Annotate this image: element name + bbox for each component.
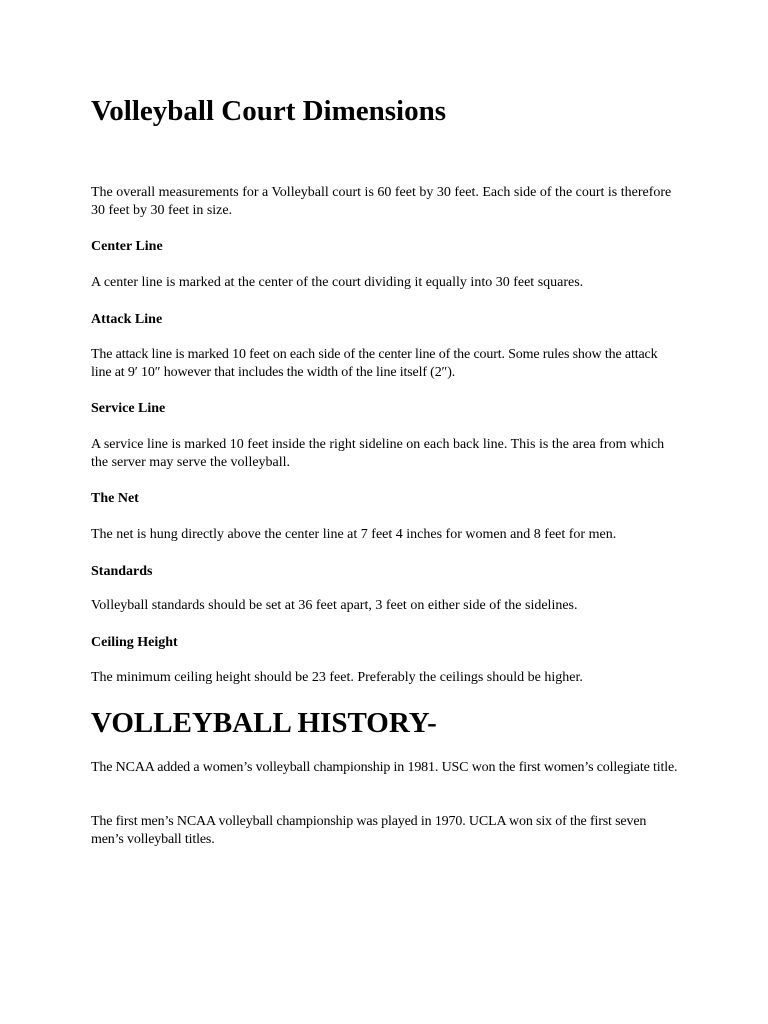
ceiling-height-paragraph: The minimum ceiling height should be 23 feet. Preferably the ceilings should be higher. <box>91 670 583 685</box>
page-title: Volleyball Court Dimensions <box>91 95 447 127</box>
history-title: VOLLEYBALL HISTORY- <box>91 707 437 739</box>
center-line-paragraph: A center line is marked at the center of the court dividing it equally into 30 feet squares. <box>91 275 584 290</box>
intro-paragraph: The overall measurements for a Volleyball court is 60 feet by 30 feet. Each side of the court is therefore 30 feet by 30 feet in size. <box>91 185 672 218</box>
history-paragraph-1: The NCAA added a women’s volleyball championship in 1981. USC won the first women’s collegiate title. <box>91 760 678 775</box>
service-line-paragraph: A service line is marked 10 feet inside the right sideline on each back line. This is the area from which the server may serve the volleyball. <box>91 437 665 470</box>
heading-center-line: Center Line <box>91 239 163 254</box>
the-net-paragraph: The net is hung directly above the center line at 7 feet 4 inches for women and 8 feet for men. <box>91 527 617 542</box>
standards-paragraph: Volleyball standards should be set at 36 feet apart, 3 feet on either side of the sidelines. <box>91 598 578 613</box>
heading-service-line: Service Line <box>91 401 166 416</box>
heading-the-net: The Net <box>91 491 139 506</box>
attack-line-paragraph: The attack line is marked 10 feet on each side of the center line of the court. Some rules show the attack line at 9′ 10″ however that includes the width of the line itself (2″). <box>91 347 658 380</box>
heading-ceiling-height: Ceiling Height <box>91 635 178 650</box>
history-paragraph-2: The first men’s NCAA volleyball championship was played in 1970. UCLA won six of the first seven men’s volleyball titles. <box>91 814 647 847</box>
heading-attack-line: Attack Line <box>91 312 163 327</box>
heading-standards: Standards <box>91 564 153 579</box>
